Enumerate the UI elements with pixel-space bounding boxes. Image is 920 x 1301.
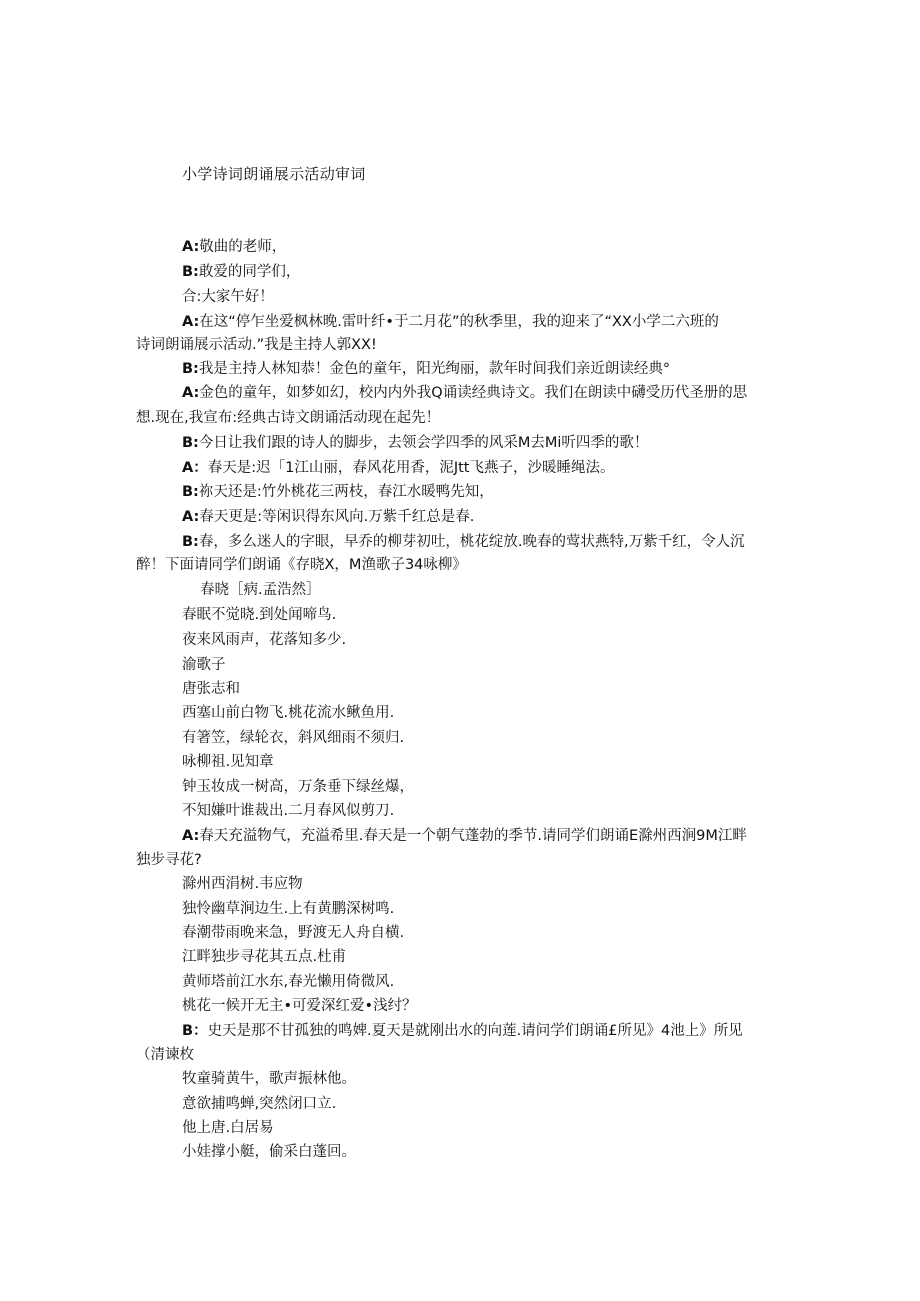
- line-text: （清谏枚: [136, 1047, 194, 1063]
- poem-line: [182, 972, 394, 992]
- line-text: 春天是:迟「1江山丽，春风花用香，泥Jtt飞燕子，沙暖睡绳法。: [207, 460, 615, 476]
- line-text: 春晓［病.孟浩然］: [200, 582, 321, 598]
- document-title: 小学诗词朗诵展示活动审词: [182, 165, 366, 183]
- script-line: [182, 482, 494, 502]
- poem-title: [182, 947, 346, 967]
- speaker-label: B:: [182, 484, 199, 500]
- script-line: [136, 335, 377, 355]
- line-text: 渝歌子: [182, 657, 226, 673]
- line-text: 唐张志和: [182, 681, 240, 697]
- script-line: [182, 826, 747, 846]
- poem-line: [182, 703, 394, 723]
- line-text: 意欲捕鸣蝉,突然闭口立.: [182, 1096, 337, 1112]
- poem-title: [182, 655, 226, 675]
- line-text: 金色的童年，如梦如幻，校内内外我Q诵读经典诗文。我们在朗读中礴受历代圣册的思: [199, 385, 748, 401]
- speaker-label: B:: [182, 264, 199, 280]
- script-line: [182, 532, 745, 552]
- poem-title: [200, 580, 321, 600]
- line-text: 有箸笠，绿轮衣，斜风细雨不须归.: [182, 730, 405, 746]
- speaker-label: A:: [182, 314, 200, 330]
- poem-title: [182, 874, 303, 894]
- line-text: 春天更是:等闲识得东风向.万紫千红总是春.: [199, 509, 475, 525]
- speaker-label: B:: [182, 361, 199, 377]
- poem-line: [182, 996, 417, 1016]
- line-text: 醉！下面请同学们朗诵《存晓X，M渔歌子34咏柳》: [136, 557, 467, 573]
- script-line: [182, 507, 474, 527]
- line-text: 独怜幽草涧边生.上有黄鹏深树鸣.: [182, 901, 395, 917]
- poem-line: [182, 630, 346, 650]
- line-text: 江畔独步寻花其五点.杜甫: [182, 949, 347, 965]
- line-text: 独步寻花?: [136, 852, 202, 868]
- poem-line: [182, 899, 394, 919]
- script-line: [182, 287, 274, 307]
- poem-title: [182, 1118, 274, 1138]
- poem-line: [182, 1094, 336, 1114]
- line-text: 小娃撑小艇，偷采白蓬回。: [182, 1144, 356, 1160]
- line-text: 合:大家午好！: [182, 289, 274, 305]
- script-line: [182, 433, 648, 453]
- line-text: 黄师塔前江水东,春光懒用倚微风.: [182, 974, 395, 990]
- line-text: 祢天还是:竹外桃花三两枝，春江水暖鸭先知，: [198, 484, 494, 500]
- line-text: 咏柳祖.见知章: [182, 754, 274, 770]
- speaker-label: B:: [182, 534, 199, 550]
- line-text: 桃花一候开无主•可爱深红爱•浅纣？: [182, 998, 417, 1014]
- line-text: 夜来风雨声，花落知多少.: [182, 632, 347, 648]
- speaker-label: A:: [182, 385, 200, 401]
- line-text: 今日让我们跟的诗人的脚步，去领会学四季的风采M去Mi听四季的歌！: [198, 435, 649, 451]
- speaker-label: A:: [182, 239, 200, 255]
- script-line: [136, 555, 467, 575]
- line-text: 想.现在,我宣布:经典古诗文朗诵活动现在起先！: [136, 410, 441, 426]
- script-line: [182, 458, 615, 478]
- poem-line: [182, 728, 404, 748]
- line-text: 春眠不觉晓.到处闻啼鸟.: [182, 607, 337, 623]
- poem-title: [182, 752, 274, 772]
- line-text: 敢爱的同学们，: [198, 264, 301, 280]
- poem-author: [182, 679, 240, 699]
- script-line: [182, 262, 300, 282]
- poem-line: [182, 1069, 356, 1089]
- line-text: 诗词朗诵展示活动.”我是主持人郭XX!: [136, 337, 377, 353]
- poem-line: [182, 923, 404, 943]
- line-text: 我是主持人林知恭！金色的童年，阳光绚丽，款年时间我们亲近朗读经典°: [198, 361, 671, 377]
- script-line: [136, 408, 440, 428]
- line-text: 不知嫌叶谁裁出.二月春风似剪刀.: [182, 803, 395, 819]
- line-text: 敬曲的老师，: [199, 239, 287, 255]
- line-text: 春潮带雨晚来急，野渡无人舟自横.: [182, 925, 405, 941]
- line-text: 史天是那不甘孤独的鸣婢.夏天是就刚出水的向莲.请问学们朗诵£所见》4池上》所见: [207, 1023, 743, 1039]
- speaker-label: A:: [182, 828, 200, 844]
- speaker-label: A:: [182, 509, 200, 525]
- speaker-label: A：: [182, 460, 208, 476]
- script-line: [182, 312, 719, 332]
- poem-line: [182, 1142, 356, 1162]
- poem-line: [182, 777, 414, 797]
- line-text: 西塞山前白物飞.桃花流水鳅鱼用.: [182, 705, 395, 721]
- line-text: 春天充溢物气，充溢希里.春天是一个朝气蓬勃的季节.请同学们朗诵E滁州西涧9M江畔: [199, 828, 747, 844]
- poem-line: [182, 605, 336, 625]
- poem-title: [136, 1045, 194, 1065]
- speaker-label: B:: [182, 435, 199, 451]
- script-line: [182, 383, 747, 403]
- script-line: [182, 237, 286, 257]
- script-line: [136, 850, 202, 870]
- line-text: 滁州西涓树.韦应物: [182, 876, 303, 892]
- line-text: 春，多么迷人的字眼，早乔的柳芽初吐，桃花绽放.晚春的莺状燕特,万紫千红，令人沉: [198, 534, 745, 550]
- line-text: 钟玉妆成一树高，万条垂下绿丝爆，: [182, 779, 414, 795]
- speaker-label: B：: [182, 1023, 208, 1039]
- script-line: [182, 1021, 743, 1041]
- line-text: 牧童骑黄牛，歌声振林他。: [182, 1071, 356, 1087]
- line-text: 他上唐.白居易: [182, 1120, 274, 1136]
- script-line: [182, 359, 670, 379]
- line-text: 在这“停乍坐爱枫林晚.雷叶纤•于二月花”的秋季里，我的迎来了“XX小学二六班的: [199, 314, 719, 330]
- poem-line: [182, 801, 394, 821]
